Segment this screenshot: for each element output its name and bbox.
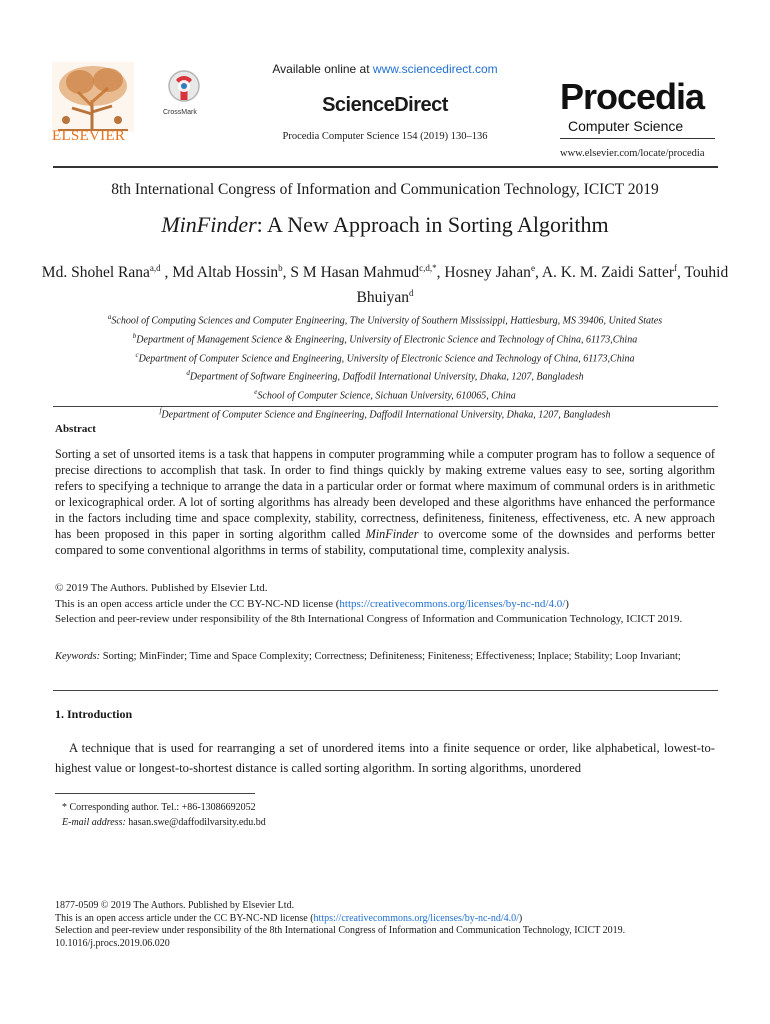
intro-paragraph — [55, 738, 715, 778]
journal-url-link[interactable]: www.elsevier.com/locate/procedia — [560, 148, 705, 159]
publisher-logo-wordmark: ELSEVIER — [52, 128, 126, 144]
affiliation-sup: e — [254, 388, 258, 397]
license-suffix: ) — [565, 597, 569, 610]
affiliation-item — [40, 329, 730, 348]
abstract-body — [55, 446, 715, 558]
footnote-divider — [55, 793, 255, 794]
footer-license-prefix: This is an open access article under the CC BY-NC-ND license ( — [55, 912, 314, 924]
congress-line: 8th International Congress of Information and Communication Technology, ICICT 2019 — [111, 181, 659, 198]
footer-license-line — [55, 913, 720, 926]
author-name: Md. Shohel Rana — [41, 264, 150, 282]
intro-text: A technique that is used for rearranging a set of unordered items into a finite sequence or order, like alphabetical, lowest-to-highest value or longest-to-shortest distance is called sorting algorithm. In sorting algorithms, unordered — [55, 741, 715, 775]
author-sup: f — [674, 263, 678, 273]
affiliation-sup: f — [159, 407, 162, 416]
author-name: A. K. M. Zaidi Satter — [541, 264, 675, 282]
footnote-block — [62, 801, 266, 830]
affiliation-text: School of Computing Sciences and Computer Engineering, The University of Southern Mississippi, Hattiesburg, MS 39406, United States — [111, 315, 663, 327]
issn-line: 1877-0509 © 2019 The Authors. Published by Elsevier Ltd. — [55, 900, 295, 911]
sciencedirect-brand: ScienceDirect — [322, 94, 448, 116]
affiliation-item — [40, 385, 730, 404]
journal-logo-subtitle: Computer Science — [568, 118, 684, 134]
affiliation-text: Department of Software Engineering, Daffodil International University, Dhaka, 1207, Bangladesh — [189, 371, 584, 383]
author-sup: a,d — [149, 263, 161, 273]
abstract-divider-top — [53, 406, 718, 407]
keywords-text: Sorting; MinFinder; Time and Space Complexity; Correctness; Definiteness; Finiteness; Effectiveness; Inplace; Stability; Loop Invariant; — [100, 651, 681, 662]
sciencedirect-link[interactable]: www.sciencedirect.com — [372, 62, 498, 76]
copyright-line: © 2019 The Authors. Published by Elsevier Ltd. — [55, 582, 268, 594]
affiliation-text: Department of Management Science & Engineering, University of Electronic Science and Technology of China, 61173,China — [136, 334, 638, 346]
license-prefix: This is an open access article under the CC BY-NC-ND license ( — [55, 597, 340, 610]
journal-logo-divider — [560, 138, 715, 139]
paper-title — [0, 212, 770, 238]
available-online-line — [0, 62, 770, 76]
author-name: S M Hasan Mahmud — [290, 264, 420, 282]
author-sup: c,d,* — [419, 263, 437, 273]
affiliation-item — [40, 310, 730, 329]
abstract-text-italic: MinFinder — [365, 527, 419, 541]
author-sup: b — [278, 263, 283, 273]
available-prefix: Available online at — [272, 62, 373, 76]
doi-line: 10.1016/j.procs.2019.06.020 — [55, 937, 170, 949]
abstract-heading: Abstract — [55, 423, 96, 435]
paper-title-rest: : A New Approach in Sorting Algorithm — [256, 212, 609, 237]
keywords-block — [55, 649, 715, 664]
author-name: Touhid Bhuiyan — [356, 264, 729, 307]
journal-citation: Procedia Computer Science 154 (2019) 130–136 — [282, 131, 488, 142]
author-name: Md Altab Hossin — [172, 264, 279, 282]
affiliation-text: Department of Computer Science and Engineering, University of Electronic Science and Technology of China, 61173,China — [138, 352, 635, 364]
paper-title-italic: MinFinder — [161, 212, 257, 237]
email-address: hasan.swe@daffodilvarsity.edu.bd — [125, 816, 266, 828]
affiliation-sup: b — [132, 331, 137, 340]
author-list: Md. Shohel Rana$^{a,d}$ , Md Altab Hossin$^b$, S M Hasan Mahmud$^{c,d,*}$, Hosney Jahan$^e$, A. K. M. Zaidi Satter$^f$, Touhid Bhuiyan$^d$ — [41, 263, 729, 307]
abstract-text-part1: Sorting a set of unsorted items is a task that happens in computer programming while a computer program has to follow a sequence of precise directions to accomplish that task. In order to find things quickly by making extreme values easy to see, sorting algorithm refers to specifying a technique to arrange the data in a particular order or format where maximum of communal orders is in arithmetic or lexicographical order. A lot of sorting algorithms has already been developed and these algorithms have enhanced the performance in the factors including time and space complexity, stability, correctness, definiteness, finiteness, effectiveness, etc. A new approach has been proposed in this paper in sorting algorithm called — [55, 447, 715, 541]
email-line — [62, 816, 266, 831]
abstract-text-part2: to overcome some of the downsides and performs better compared to some conventional algorithms in terms of stability, computational time, complexity analysis. — [55, 527, 715, 557]
author-sup: e — [530, 263, 535, 273]
affiliation-sup: d — [186, 369, 190, 378]
footer-license-suffix: ) — [518, 912, 523, 924]
email-label: E-mail address: — [62, 816, 126, 828]
abstract-divider-bottom — [53, 690, 718, 691]
affiliation-sup: a — [107, 313, 112, 321]
affiliation-sup: c — [135, 350, 139, 359]
page-footer — [55, 900, 720, 950]
section-heading: 1. Introduction — [55, 707, 133, 721]
license-line — [55, 597, 720, 613]
license-link[interactable]: https://creativecommons.org/licenses/by-nc-nd/4.0/ — [339, 597, 566, 610]
affiliation-text: School of Computer Science, Sichuan University, 610065, China — [257, 390, 516, 402]
author-name: Hosney Jahan — [444, 264, 531, 282]
journal-logo-title: Procedia — [560, 76, 705, 117]
corresponding-author-note: * Corresponding author. Tel.: +86-13086692052 — [62, 802, 256, 813]
copyright-block — [55, 581, 720, 628]
crossmark-label: CrossMark — [163, 109, 197, 116]
keywords-label: Keywords: — [55, 651, 101, 662]
footer-license-link[interactable]: https://creativecommons.org/licenses/by-nc-nd/4.0/ — [313, 912, 519, 924]
footer-peer-review: Selection and peer-review under responsibility of the 8th International Congress of Information and Communication Technology, ICICT 2019. — [55, 925, 626, 936]
header-divider — [53, 166, 718, 168]
affiliation-item — [40, 366, 730, 385]
affiliation-text: Department of Computer Science and Engineering, Daffodil International University, Dhaka, 1207, Bangladesh — [161, 409, 611, 421]
affiliation-item — [40, 348, 730, 367]
peer-review-line: Selection and peer-review under responsibility of the 8th International Congress of Information and Communication Technology, ICICT 2019. — [55, 613, 683, 625]
author-sup: d — [409, 288, 414, 299]
